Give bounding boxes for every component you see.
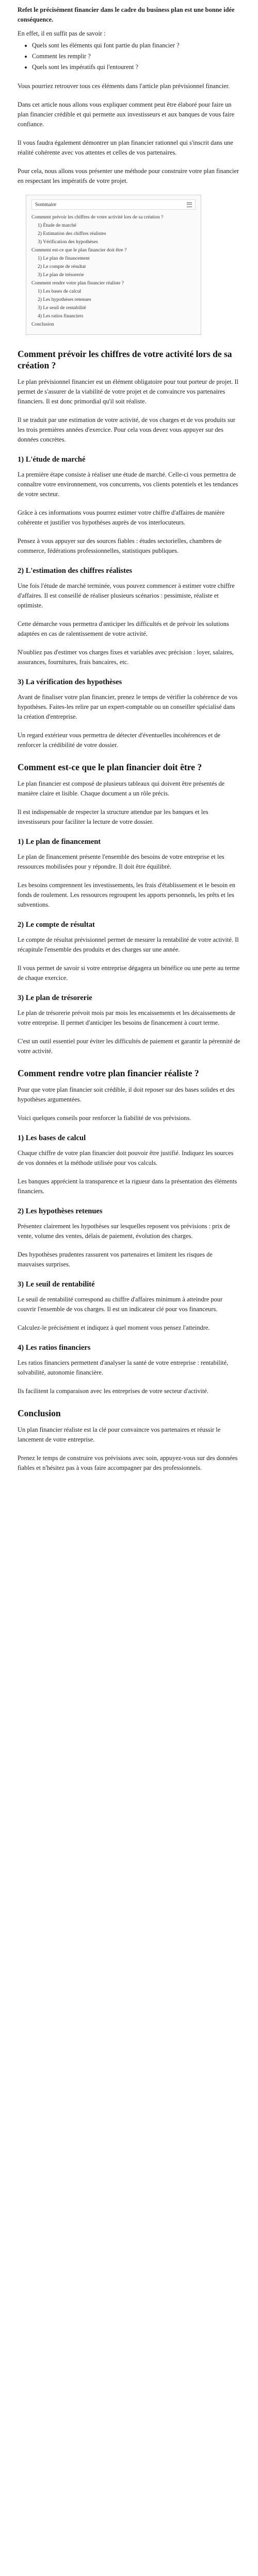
intro-bullet: • Quels sont les éléments qui font partie du plan financier ? xyxy=(32,41,240,50)
subsection-heading: 3) Le seuil de rentabilité xyxy=(18,1280,95,1289)
intro-paragraph: Vous pourriez retrouver tous ces éléments dans l'article plan prévisionnel financier. xyxy=(18,82,230,90)
toc-item[interactable]: 1) Étude de marché xyxy=(38,223,76,228)
intro-bullet: • Quels sont les impératifs qui l'entourent ? xyxy=(32,62,240,72)
section-paragraph: Le plan de financement présente l'ensemble des besoins de votre entreprise et les ressources mobilisées pour y répondre. Il doit être équilibré. xyxy=(18,853,224,870)
menu-icon xyxy=(187,202,192,207)
intro-paragraph: Pour cela, nous allons vous présenter une méthode pour construire votre plan financier en respectant les impératifs de votre projet. xyxy=(18,167,239,184)
section-paragraph: Le seuil de rentabilité correspond au chiffre d'affaires minimum à atteindre pour couvrir l'ensemble de vos charges. Il est un indicateur clé pour vos financeurs. xyxy=(18,1296,223,1313)
section-heading: Comment prévoir les chiffres de votre activité lors de sa création ? xyxy=(18,349,232,370)
intro-bullet-list xyxy=(18,41,240,72)
section-paragraph: Les banques apprécient la transparence et la rigueur dans la présentation des éléments financiers. xyxy=(18,1178,237,1195)
toc-item[interactable]: 2) Les hypothèses retenues xyxy=(38,297,91,302)
toc-item[interactable]: Conclusion xyxy=(31,321,54,327)
intro-paragraph: Dans cet article nous allons vous expliquer comment peut être élaboré pour faire un plan financier crédible et qui permette aux investisseurs et aux banques de vous faire confiance. xyxy=(18,101,235,128)
subsection-heading: 4) Les ratios financiers xyxy=(18,1344,91,1352)
section-paragraph: Un regard extérieur vous permettra de détecter d'éventuelles incohérences et de renforcer la crédibilité de votre dossier. xyxy=(18,732,221,749)
subsection-heading: 3) Le plan de trésorerie xyxy=(18,994,92,1002)
toc-item[interactable]: 1) Le plan de financement xyxy=(38,256,90,261)
table-of-contents xyxy=(26,195,201,335)
section-paragraph: Il se traduit par une estimation de votre activité, de vos charges et de vos produits sur les trois premières années d'exercice. Pour cela vous devez vous appuyer sur des données concrètes. xyxy=(18,416,235,443)
section-paragraph: Grâce à ces informations vous pourrez estimer votre chiffre d'affaires de manière cohérente et justifier vos hypothèses auprès de vos interlocuteurs. xyxy=(18,509,225,526)
toc-item[interactable]: 2) Le compte de résultat xyxy=(38,264,86,269)
subsection-heading: 1) L'étude de marché xyxy=(18,455,86,464)
toc-list xyxy=(31,214,196,328)
section-paragraph: Prenez le temps de construire vos prévisions avec soin, appuyez-vous sur des données fiables et n'hésitez pas à vous faire accompagner par des professionnels. xyxy=(18,1454,238,1471)
section-paragraph: Des hypothèses prudentes rassurent vos partenaires et limitent les risques de mauvaises surprises. xyxy=(18,1251,213,1268)
section-paragraph: Le plan financier est composé de plusieurs tableaux qui doivent être présentés de manière claire et lisible. Chaque document a un rôle précis. xyxy=(18,780,225,797)
toc-header[interactable] xyxy=(31,199,196,210)
toc-item[interactable]: Comment prévoir les chiffres de votre activité lors de sa création ? xyxy=(31,214,164,220)
toc-item[interactable]: 3) Le plan de trésorerie xyxy=(38,272,84,278)
section-paragraph: Ils facilitent la comparaison avec les entreprises de votre secteur d'activité. xyxy=(18,1387,209,1395)
section-paragraph: Chaque chiffre de votre plan financier doit pouvoir être justifié. Indiquez les sources de vos données et la méthode utilisée pour vos calculs. xyxy=(18,1149,234,1166)
subsection-heading: 2) L'estimation des chiffres réalistes xyxy=(18,567,133,575)
section-paragraph: Le plan prévisionnel financier est un élément obligatoire pour tout porteur de projet. Il permet de s'assurer de la viabilité de votre projet et de convaincre vos partenaires financiers. Il est donc primordial qu'il soit réaliste. xyxy=(18,378,239,405)
intro-bullet: • Comment les remplir ? xyxy=(32,52,240,61)
section-paragraph: Calculez-le précisément et indiquez à quel moment vous pensez l'atteindre. xyxy=(18,1324,210,1331)
section-paragraph: Cette démarche vous permettra d'anticiper les difficultés et de prévoir les solutions adaptées en cas de ralentissement de votre activité. xyxy=(18,620,229,637)
section-paragraph: Pour que votre plan financier soit crédible, il doit reposer sur des bases solides et des hypothèses argumentées. xyxy=(18,1086,235,1103)
section-heading: Comment est-ce que le plan financier doit être ? xyxy=(18,762,202,772)
toc-title: Sommaire xyxy=(35,201,57,208)
section-paragraph: Le plan de trésorerie prévoit mois par mois les encaissements et les décaissements de votre entreprise. Il permet d'anticiper les besoins de financement à court terme. xyxy=(18,1009,236,1026)
toc-item[interactable]: 3) Vérification des hypothèses xyxy=(38,239,98,245)
intro-paragraph: Il vous faudra également démontrer un plan financier rationnel qui s'inscrit dans une réalité cohérente avec vos attentes et celles de vos partenaires. xyxy=(18,139,233,156)
section-paragraph: La première étape consiste à réaliser une étude de marché. Celle-ci vous permettra de connaître votre environnement, vos concurrents, vos clients potentiels et les tendances de votre secteur. xyxy=(18,471,238,498)
section-paragraph: Un plan financier réaliste est la clé pour convaincre vos partenaires et réussir le lancement de votre entreprise. xyxy=(18,1426,221,1443)
toc-toggle-button[interactable] xyxy=(187,202,192,207)
section-paragraph: Une fois l'étude de marché terminée, vous pouvez commencer à estimer votre chiffre d'affaires. Il est conseillé de réaliser plusieurs scénarios : pessimiste, réaliste et optimiste. xyxy=(18,582,235,609)
intro-question: Refet le précisément financier dans le cadre du business plan est une bonne idée conséquence. xyxy=(18,6,235,23)
section-paragraph: Il est indispensable de respecter la structure attendue par les banques et les investisseurs pour faciliter la lecture de votre dossier. xyxy=(18,808,208,825)
toc-item[interactable]: 3) Le seuil de rentabilité xyxy=(38,305,86,311)
toc-item[interactable]: 2) Estimation des chiffres réalistes xyxy=(38,231,106,236)
subsection-heading: 2) Les hypothèses retenues xyxy=(18,1207,103,1215)
section-paragraph: Le compte de résultat prévisionnel permet de mesurer la rentabilité de votre activité. Il récapitule l'ensemble des produits et des charges sur une année. xyxy=(18,936,239,953)
section-paragraph: Pensez à vous appuyer sur des sources fiables : études sectorielles, chambres de commerce, fédérations professionnelles, statistiques publiques. xyxy=(18,537,222,554)
section-paragraph: Les besoins comprennent les investissements, les frais d'établissement et le besoin en fonds de roulement. Les ressources regroupent les apports personnels, les prêts et les subventions. xyxy=(18,882,236,908)
section-paragraph: C'est un outil essentiel pour éviter les difficultés de paiement et garantir la pérennité de votre activité. xyxy=(18,1038,240,1055)
toc-item[interactable]: 4) Les ratios financiers xyxy=(38,313,84,319)
section-paragraph: Les ratios financiers permettent d'analyser la santé de votre entreprise : rentabilité, solvabilité, autonomie financière. xyxy=(18,1359,229,1376)
subsection-heading: 2) Le compte de résultat xyxy=(18,921,95,929)
subsection-heading: 3) La vérification des hypothèses xyxy=(18,678,122,686)
section-heading: Conclusion xyxy=(18,1408,61,1418)
intro-lead: En effet, il en suffit pas de savoir : xyxy=(18,30,106,37)
section-paragraph: Avant de finaliser votre plan financier, prenez le temps de vérifier la cohérence de vos hypothèses. Faites-les relire par un expert-comptable ou un conseiller spécialisé dans la création d'entreprise. xyxy=(18,693,238,720)
section-paragraph: Voici quelques conseils pour renforcer la fiabilité de vos prévisions. xyxy=(18,1114,191,1122)
toc-item[interactable]: Comment rendre votre plan financier réaliste ? xyxy=(31,280,124,286)
section-heading: Comment rendre votre plan financier réaliste ? xyxy=(18,1068,199,1078)
toc-item[interactable]: Comment est-ce que le plan financier doit être ? xyxy=(31,247,127,253)
section-paragraph: Présentez clairement les hypothèses sur lesquelles reposent vos prévisions : prix de vente, volume des ventes, délais de paiement, évolution des charges. xyxy=(18,1223,230,1240)
toc-item[interactable]: 1) Les bases de calcul xyxy=(38,289,82,294)
section-paragraph: N'oubliez pas d'estimer vos charges fixes et variables avec précision : loyer, salaires, assurances, fournitures, frais bancaires, etc. xyxy=(18,649,234,666)
subsection-heading: 1) Le plan de financement xyxy=(18,838,101,846)
subsection-heading: 1) Les bases de calcul xyxy=(18,1134,86,1142)
section-paragraph: Il vous permet de savoir si votre entreprise dégagera un bénéfice ou une perte au terme de chaque exercice. xyxy=(18,964,240,981)
